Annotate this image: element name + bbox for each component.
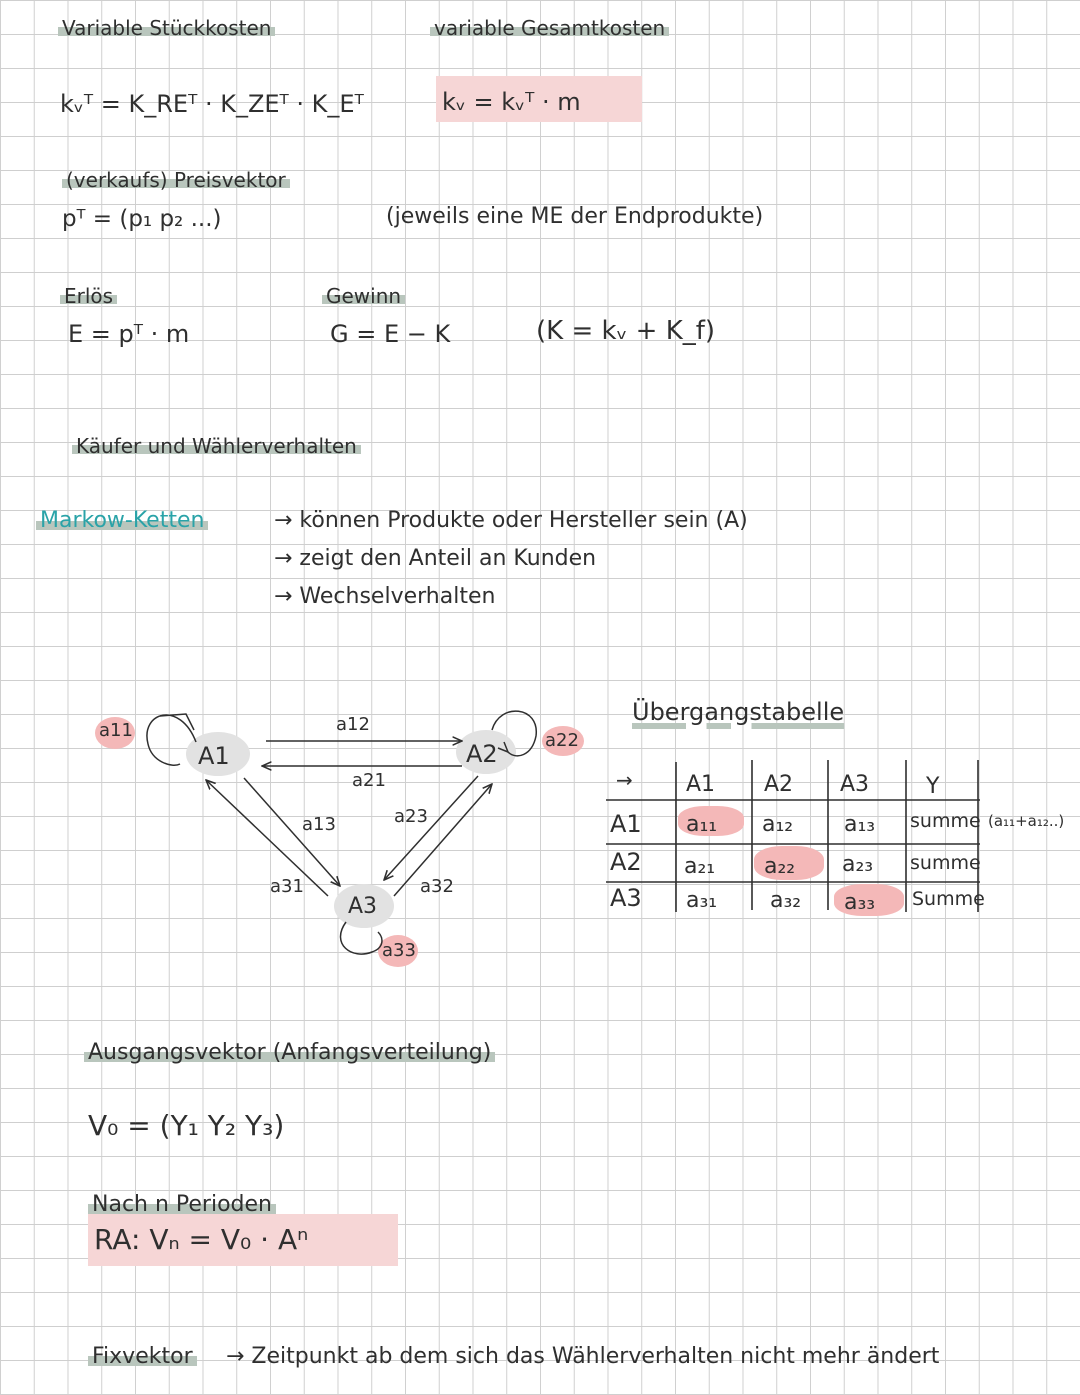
- formula-kosten: (K = kᵥ + K_f): [536, 316, 716, 346]
- formula-erloes: E = pᵀ · m: [68, 320, 190, 348]
- node-a1-label: A1: [198, 742, 230, 770]
- markow-point-3: → Wechselverhalten: [274, 584, 496, 609]
- node-a2-label: A2: [466, 740, 498, 768]
- edge-label-a22: a22: [545, 730, 579, 751]
- heading-uebergangstabelle: Übergangstabelle: [632, 698, 845, 726]
- table-row-label-a3: A3: [610, 884, 642, 912]
- formula-vn: RA: Vₙ = V₀ · Aⁿ: [94, 1223, 309, 1256]
- formula-v0: V₀ = (Y₁ Y₂ Y₃): [88, 1109, 285, 1142]
- note-endprodukte: (jeweils eine ME der Endprodukte): [386, 204, 764, 229]
- heading-fixvektor: Fixvektor: [88, 1346, 197, 1368]
- heading-erloes: Erlös: [60, 286, 117, 306]
- table-header-a3: A3: [840, 772, 870, 797]
- formula-gewinn: G = E − K: [330, 320, 451, 348]
- heading-ausgangsvektor: Ausgangsvektor (Anfangsverteilung): [84, 1042, 495, 1064]
- table-cell: a₁₃: [844, 812, 876, 837]
- heading-gewinn: Gewinn: [322, 286, 405, 306]
- markow-point-2: → zeigt den Anteil an Kunden: [274, 546, 597, 571]
- formula-preisvektor: pᵀ = (p₁ p₂ ...): [62, 206, 222, 232]
- node-a3-label: A3: [348, 894, 378, 919]
- edge-label-a32: a32: [420, 876, 454, 897]
- edge-label-a21: a21: [352, 770, 386, 791]
- table-row-note: (a₁₁+a₁₂..): [988, 812, 1065, 830]
- table-cell: a₁₂: [762, 812, 794, 837]
- markow-point-1: → können Produkte oder Hersteller sein (A): [274, 508, 748, 533]
- table-row-label-a2: A2: [610, 848, 642, 876]
- table-cell: a₂₂: [764, 854, 796, 879]
- table-header-a1: A1: [686, 772, 716, 797]
- heading-preisvektor: (verkaufs) Preisvektor: [62, 170, 290, 190]
- heading-nach-n-perioden: Nach n Perioden: [88, 1194, 276, 1216]
- table-header-a2: A2: [764, 772, 794, 797]
- table-cell: a₃₂: [770, 888, 802, 913]
- heading-variable-gesamtkosten: variable Gesamtkosten: [430, 18, 669, 38]
- table-cell: a₃₁: [686, 888, 718, 913]
- edge-label-a11: a11: [99, 720, 133, 741]
- table-cell: a₃₃: [844, 890, 876, 915]
- fixvektor-description: → Zeitpunkt ab dem sich das Wählerverhalten nicht mehr ändert: [226, 1344, 940, 1369]
- table-cell-summe: summe: [910, 852, 981, 874]
- heading-kaeufer-waehlerverhalten: Käufer und Wählerverhalten: [72, 436, 361, 456]
- edge-label-a31: a31: [270, 876, 304, 897]
- formula-kv-transposed: kᵥᵀ = K_REᵀ · K_ZEᵀ · K_Eᵀ: [60, 90, 364, 118]
- table-cell-summe: summe: [910, 810, 981, 832]
- table-header-y: Y: [926, 774, 940, 799]
- table-cell: a₂₃: [842, 852, 874, 877]
- heading-markow-ketten: Markow-Ketten: [36, 510, 208, 532]
- table-row-label-a1: A1: [610, 810, 642, 838]
- table-cell: a₂₁: [684, 854, 716, 879]
- table-cell: a₁₁: [686, 812, 718, 837]
- edge-label-a13: a13: [302, 814, 336, 835]
- edge-label-a12: a12: [336, 714, 370, 735]
- heading-variable-stueckkosten: Variable Stückkosten: [58, 18, 275, 38]
- table-corner: →: [616, 768, 633, 792]
- formula-kv: kᵥ = kᵥᵀ · m: [442, 88, 581, 116]
- edge-label-a33: a33: [382, 940, 416, 961]
- table-cell-summe: Summe: [912, 888, 985, 910]
- edge-label-a23: a23: [394, 806, 428, 827]
